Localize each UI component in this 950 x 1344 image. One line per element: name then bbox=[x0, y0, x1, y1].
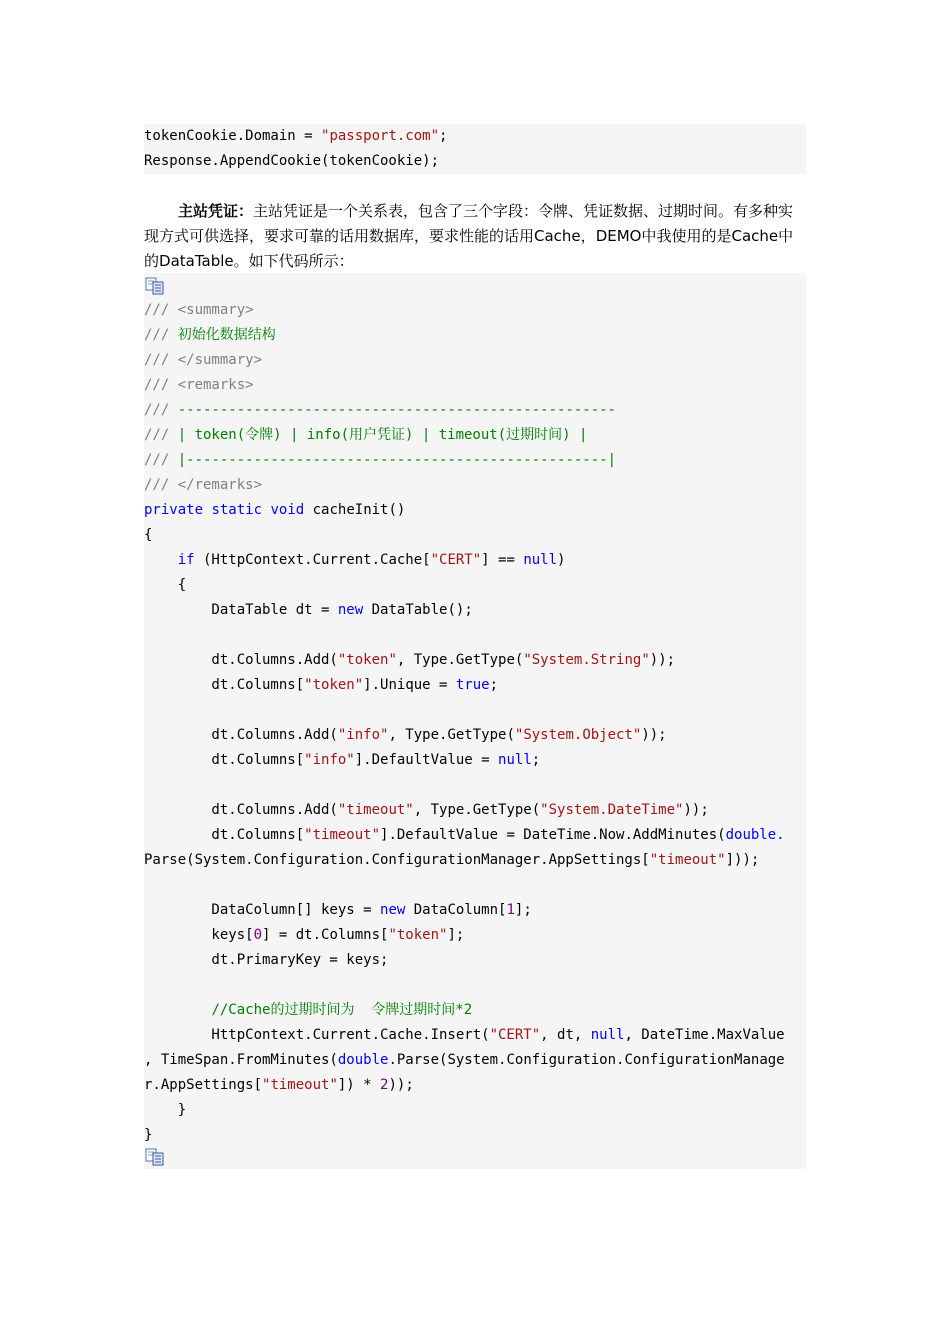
code-line bbox=[144, 648, 675, 673]
code-line bbox=[144, 898, 532, 923]
paragraph-text: 。如下代码所示： bbox=[233, 252, 354, 270]
code-string: "System.String" bbox=[523, 652, 650, 668]
code-comment-prefix: /// bbox=[144, 402, 178, 418]
code-text: , Type.GetType( bbox=[396, 652, 524, 668]
code-string: "timeout" bbox=[304, 827, 381, 843]
paragraph-term: DEMO bbox=[595, 227, 642, 245]
code-string: "timeout" bbox=[649, 852, 726, 868]
code-keyword: new bbox=[337, 602, 364, 618]
code-line: { bbox=[144, 577, 187, 593]
code-text bbox=[144, 552, 178, 568]
code-block-cookie bbox=[144, 124, 806, 174]
code-text: )); bbox=[388, 1077, 414, 1093]
code-text: ) bbox=[557, 552, 566, 568]
code-number: 2 bbox=[380, 1077, 389, 1093]
code-comment: 初始化数据结构 bbox=[177, 327, 276, 343]
code-line: } bbox=[144, 1127, 153, 1143]
code-line bbox=[144, 423, 587, 448]
description-paragraph bbox=[144, 199, 806, 274]
code-line bbox=[144, 448, 616, 473]
code-text: tokenCookie.Domain = bbox=[144, 128, 322, 144]
code-text: ] = dt.Columns[ bbox=[262, 927, 389, 943]
code-text: Parse(System.Configuration.ConfigurationManager.AppSettings[ bbox=[144, 852, 650, 868]
code-text: , DateTime.MaxValue bbox=[624, 1027, 785, 1043]
code-text: ].DefaultValue = DateTime.Now.AddMinutes( bbox=[380, 827, 726, 843]
code-text: DataTable(); bbox=[363, 602, 473, 618]
code-comment: | token(令牌) | info(用户凭证) | timeout(过期时间) | bbox=[177, 427, 588, 443]
code-block-cache-init bbox=[144, 273, 806, 1169]
code-text: )); bbox=[649, 652, 676, 668]
code-text: HttpContext.Current.Cache.Insert( bbox=[144, 1027, 490, 1043]
code-line bbox=[144, 1048, 785, 1073]
code-text: dt.Columns[ bbox=[144, 752, 305, 768]
code-text: cacheInit() bbox=[304, 502, 406, 518]
code-line: dt.PrimaryKey = keys; bbox=[144, 952, 389, 968]
paragraph-text: 中的 bbox=[144, 227, 794, 270]
code-text: ; bbox=[531, 752, 541, 768]
code-keyword: double. bbox=[725, 827, 785, 843]
code-text: DataColumn[ bbox=[405, 902, 507, 918]
code-line bbox=[144, 823, 785, 848]
code-line bbox=[144, 923, 464, 948]
code-keyword: double bbox=[337, 1052, 389, 1068]
code-keyword: new bbox=[380, 902, 406, 918]
code-text bbox=[144, 1002, 211, 1018]
code-keyword: null bbox=[498, 752, 532, 768]
code-text: ]; bbox=[447, 927, 465, 943]
code-line bbox=[144, 723, 667, 748]
code-line bbox=[144, 548, 565, 573]
code-line bbox=[144, 398, 616, 423]
code-comment: |--------------------------------------------------| bbox=[177, 452, 617, 468]
code-line bbox=[144, 124, 447, 149]
code-text: )); bbox=[641, 727, 667, 743]
code-string: "info" bbox=[304, 752, 355, 768]
code-keyword: if bbox=[177, 552, 195, 568]
code-comment: //Cache的过期时间为 令牌过期时间*2 bbox=[211, 1002, 473, 1018]
code-keyword: void bbox=[270, 502, 305, 518]
code-string: "timeout" bbox=[262, 1077, 338, 1093]
paragraph-text: 主站凭证是一个关系表，包含了三个字段：令牌、凭证数据、过期时间。有多种实现方式可供选择，要求可靠的话用数据库，要求性能的话用 bbox=[144, 202, 794, 245]
code-text: )); bbox=[683, 802, 709, 818]
code-line: /// <remarks> bbox=[144, 377, 254, 393]
code-line: Response.AppendCookie(tokenCookie); bbox=[144, 153, 440, 169]
code-text: ; bbox=[439, 128, 448, 144]
code-text: dt.Columns[ bbox=[144, 677, 305, 693]
code-string: "System.Object" bbox=[514, 727, 642, 743]
paragraph-text: ， bbox=[580, 227, 596, 245]
code-line bbox=[144, 748, 540, 773]
code-string: "token" bbox=[304, 677, 364, 693]
code-line bbox=[144, 323, 276, 348]
code-text: dt.Columns.Add( bbox=[144, 652, 338, 668]
code-text: , Type.GetType( bbox=[413, 802, 541, 818]
code-text: , dt, bbox=[540, 1027, 591, 1043]
code-keyword: true bbox=[455, 677, 490, 693]
code-text: , Type.GetType( bbox=[388, 727, 515, 743]
code-number: 1 bbox=[506, 902, 515, 918]
code-keyword: null bbox=[523, 552, 558, 568]
code-text: DataTable dt = bbox=[144, 602, 338, 618]
code-number: 0 bbox=[253, 927, 263, 943]
paragraph-text: 中我使用的是 bbox=[641, 227, 732, 245]
paragraph-term: Cache bbox=[534, 227, 581, 245]
code-line: } bbox=[144, 1102, 187, 1118]
code-text: DataColumn[] keys = bbox=[144, 902, 381, 918]
code-line bbox=[144, 998, 472, 1023]
paragraph-term: Cache bbox=[731, 227, 779, 245]
code-line bbox=[144, 1073, 414, 1098]
code-text: dt.Columns[ bbox=[144, 827, 305, 843]
code-line bbox=[144, 673, 498, 698]
code-text: ]) * bbox=[337, 1077, 381, 1093]
paragraph-term: DataTable bbox=[159, 252, 234, 270]
paragraph-label: 主站凭证： bbox=[178, 202, 254, 220]
code-string: "CERT" bbox=[489, 1027, 541, 1043]
code-comment-prefix: /// bbox=[144, 327, 178, 343]
code-text: ; bbox=[489, 677, 499, 693]
code-string: "timeout" bbox=[337, 802, 414, 818]
code-text: ])); bbox=[725, 852, 760, 868]
code-string: "token" bbox=[388, 927, 448, 943]
code-comment-prefix: /// bbox=[144, 427, 178, 443]
code-string: "passport.com" bbox=[321, 128, 440, 144]
copy-code-icon[interactable] bbox=[145, 277, 165, 295]
code-line: /// </summary> bbox=[144, 352, 263, 368]
code-line bbox=[144, 598, 473, 623]
code-line: /// </remarks> bbox=[144, 477, 263, 493]
code-comment: ---------------------------------------------------- bbox=[177, 402, 617, 418]
code-text: r.AppSettings[ bbox=[144, 1077, 263, 1093]
code-text: .Parse(System.Configuration.ConfigurationManage bbox=[388, 1052, 785, 1068]
code-text: ].Unique = bbox=[363, 677, 456, 693]
copy-code-icon[interactable] bbox=[145, 1148, 165, 1166]
code-text: ] == bbox=[481, 552, 524, 568]
code-line bbox=[144, 1023, 785, 1048]
code-line bbox=[144, 498, 405, 523]
code-line bbox=[144, 848, 759, 873]
code-text: , TimeSpan.FromMinutes( bbox=[144, 1052, 338, 1068]
code-text: ].DefaultValue = bbox=[354, 752, 499, 768]
code-text: dt.Columns.Add( bbox=[144, 802, 338, 818]
code-keyword: private bbox=[144, 502, 204, 518]
code-keyword: static bbox=[211, 502, 263, 518]
code-string: "info" bbox=[337, 727, 389, 743]
code-text: keys[ bbox=[144, 927, 254, 943]
code-line: { bbox=[144, 527, 153, 543]
code-string: "token" bbox=[337, 652, 397, 668]
code-string: "System.DateTime" bbox=[540, 802, 684, 818]
code-keyword: null bbox=[590, 1027, 625, 1043]
code-text: dt.Columns.Add( bbox=[144, 727, 338, 743]
code-text: (HttpContext.Current.Cache[ bbox=[194, 552, 431, 568]
code-comment-prefix: /// bbox=[144, 452, 178, 468]
code-line bbox=[144, 798, 709, 823]
code-text: ]; bbox=[514, 902, 532, 918]
code-line: /// <summary> bbox=[144, 302, 254, 318]
code-string: "CERT" bbox=[430, 552, 482, 568]
